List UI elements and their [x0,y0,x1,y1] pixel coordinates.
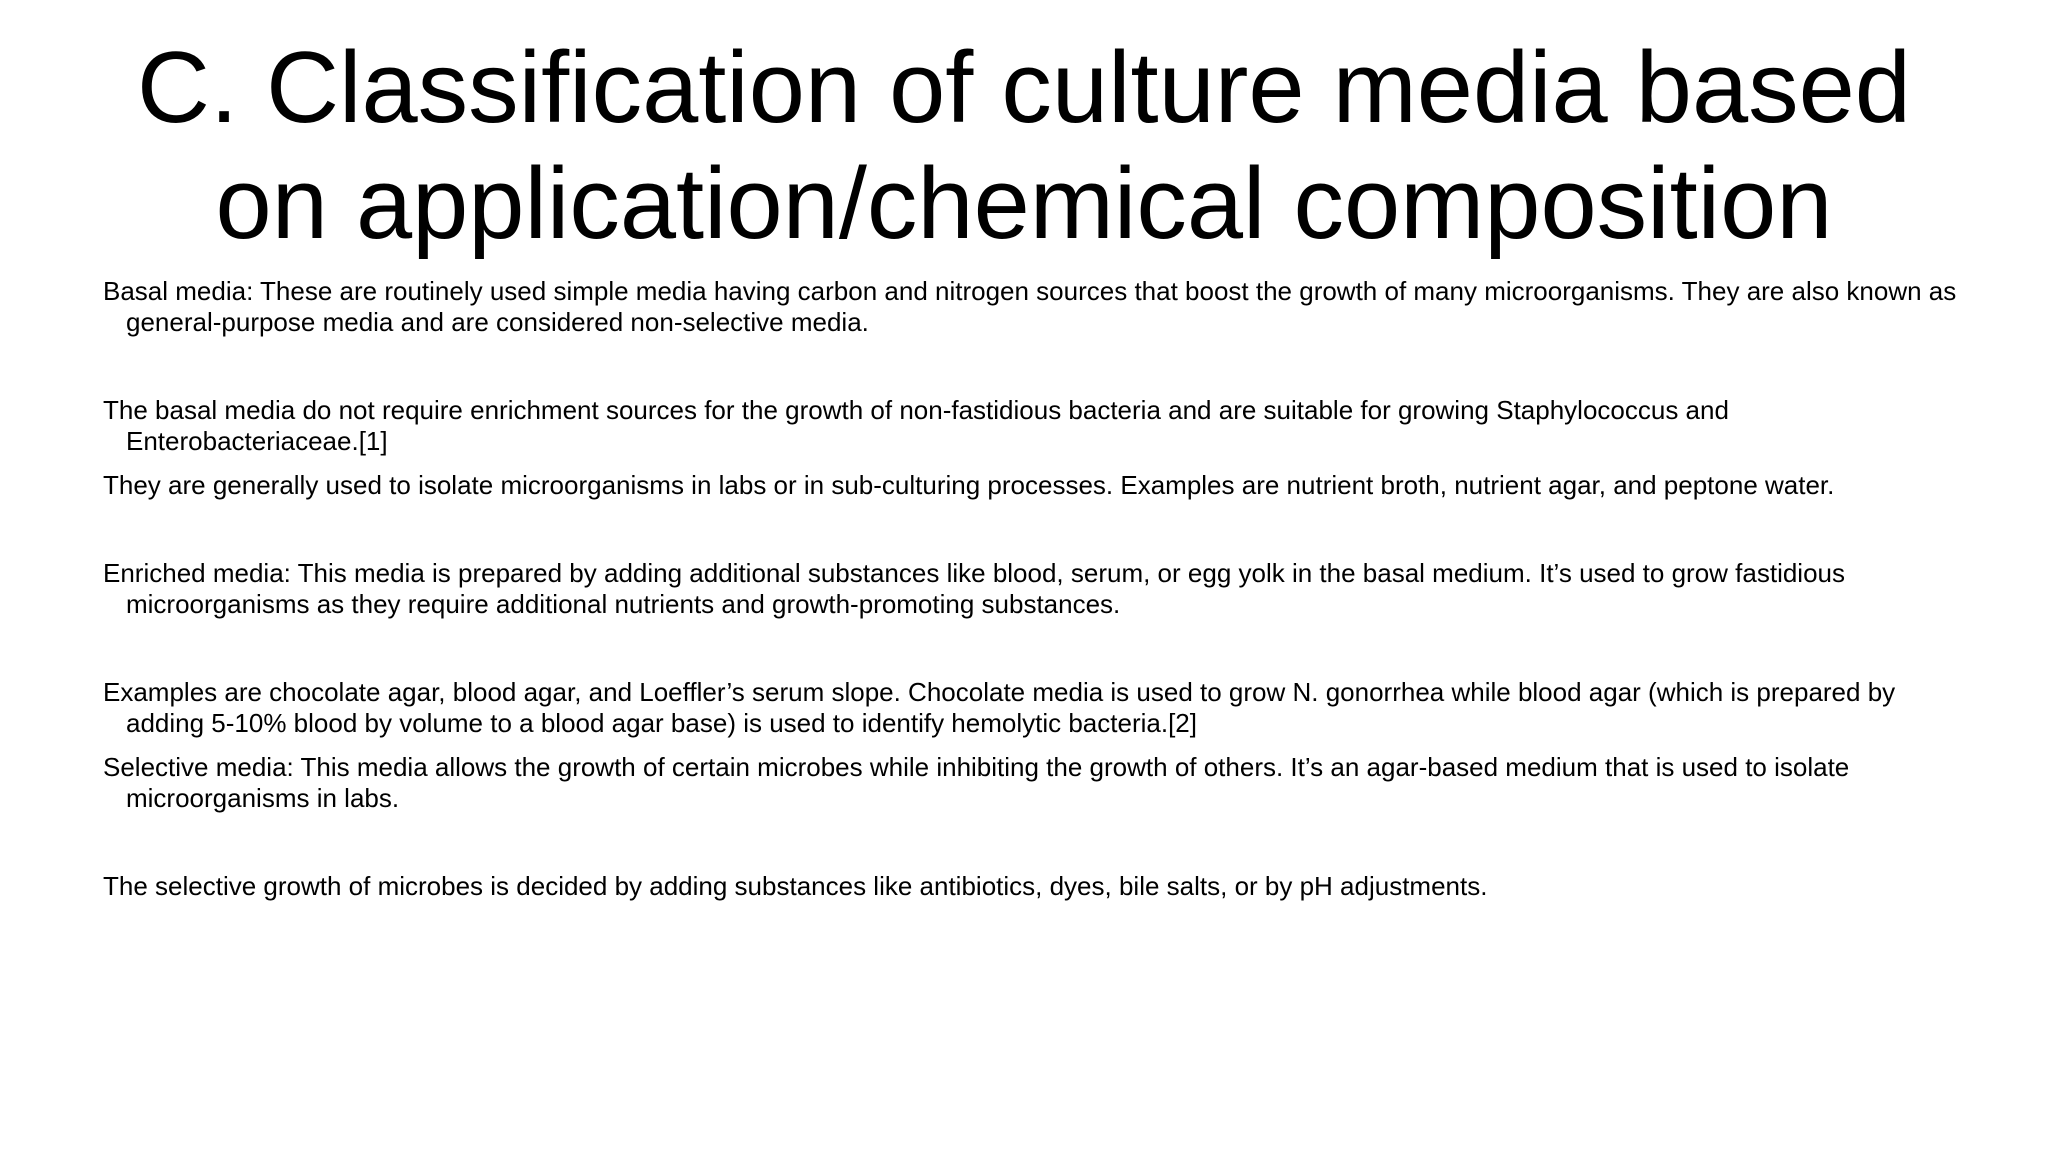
paragraph-selective-media: Selective media: This media allows the growth of certain microbes while inhibiting the growth of others. It’s an agar-based medium that is used to isolate microorganisms in labs. [103,752,1850,813]
paragraph-enriched-examples: Examples are chocolate agar, blood agar, and Loeffler’s serum slope. Chocolate media is used to grow N. gonorrhea while blood agar (which is prepared by adding 5-10% blood by volume to a blood agar base) is used to identify hemolytic bacteria.[2] [103,677,1896,738]
slide-title: C. Classification of culture media based on application/chemical composition [137,32,1911,260]
paragraph-basal-media: Basal media: These are routinely used simple media having carbon and nitrogen sources that boost the growth of many microorganisms. They are also known as general-purpose media and are considered non-selective media. [103,276,1957,337]
paragraph-basal-usage: They are generally used to isolate microorganisms in labs or in sub-culturing processes. Examples are nutrient broth, nutrient agar, and peptone water. [103,470,1835,500]
paragraph-enriched-media: Enriched media: This media is prepared by adding additional substances like blood, serum, or egg yolk in the basal medium. It’s used to grow fastidious microorganisms as they require additional nutrients and growth-promoting substances. [103,558,1845,619]
paragraph-basal-enrichment: The basal media do not require enrichment sources for the growth of non-fastidious bacteria and are suitable for growing Staphylococcus and Enterobacteriaceae.[1] [103,395,1729,456]
paragraph-selective-growth: The selective growth of microbes is decided by adding substances like antibiotics, dyes, bile salts, or by pH adjustments. [103,871,1488,901]
slide-body [103,276,1963,902]
